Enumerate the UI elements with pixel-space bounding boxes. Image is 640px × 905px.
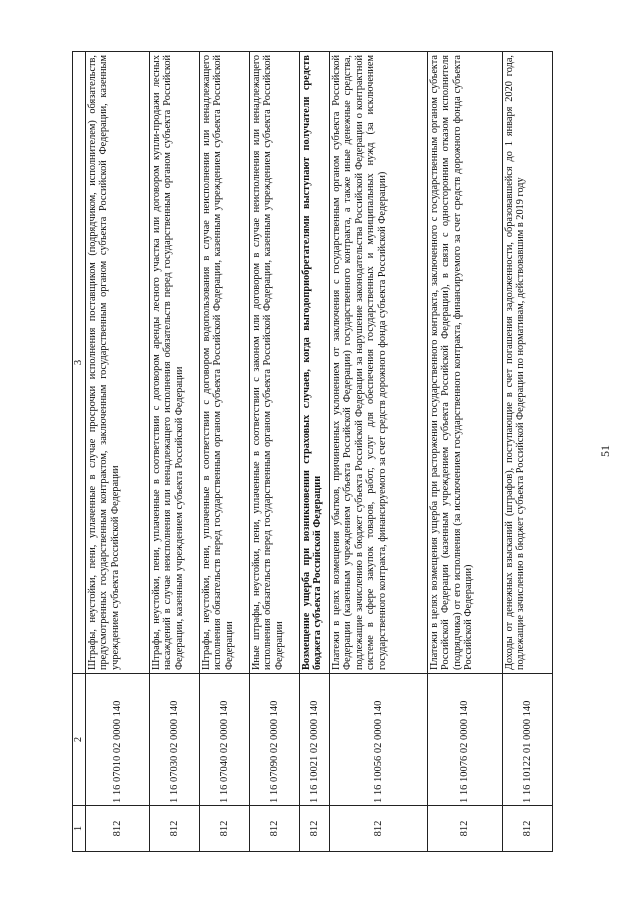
- revenue-name: Штрафы, неустойки, пени, уплаченные в соответствии с договором водопользования в случае неисполнения или ненадлежащего исполнения обязательств перед государственным органом субъекта Российской Федерации, казенным учреждением субъекта Российской Федерации: [200, 52, 250, 674]
- revenue-codes-table: [72, 51, 553, 852]
- admin-code: 812: [150, 806, 200, 852]
- budget-code: 1 16 10122 01 0000 140: [503, 674, 553, 806]
- admin-code: 812: [503, 806, 553, 852]
- admin-code: 812: [86, 806, 150, 852]
- revenue-name: Штрафы, неустойки, пени, уплаченные в случае просрочки исполнения поставщиком (подрядчиком, исполнителем) обязательств, предусмотренных государственным контрактом, заключенным государственным органом субъекта Российской Федерации, казенным учреждением субъекта Российской Федерации: [86, 52, 150, 674]
- admin-code: 812: [330, 806, 428, 852]
- budget-code: 1 16 07090 02 0000 140: [250, 674, 300, 806]
- header-col-3: 3: [73, 52, 86, 674]
- revenue-name: Платежи в целях возмещения убытков, причиненных уклонением от заключения с государственным органом субъекта Российской Федерации (казенным учреждением субъекта Российской Федерации) государственного контракта, а также иные денежные средства, подлежащие зачислению в бюджет субъекта Российской Федерации за нарушение законодательства Российской Федерации о контрактной системе в сфере закупок товаров, работ, услуг для обеспечения государственных и муниципальных нужд (за исключением государственного контракта, финансируемого за счет средств дорожного фонда субъекта Российской Федерации): [330, 52, 428, 674]
- budget-code: 1 16 07040 02 0000 140: [200, 674, 250, 806]
- admin-code: 812: [250, 806, 300, 852]
- revenue-name: Иные штрафы, неустойки, пени, уплаченные в соответствии с законом или договором в случае неисполнения или ненадлежащего исполнения обязательств перед государственным органом субъекта Российской Федерации, казенным учреждением субъекта Российской Федерации: [250, 52, 300, 674]
- table-row: [86, 52, 150, 852]
- budget-code: 1 16 10056 02 0000 140: [330, 674, 428, 806]
- admin-code: 812: [200, 806, 250, 852]
- admin-code: 812: [428, 806, 503, 852]
- rotated-page-content: [72, 52, 572, 852]
- revenue-name: Возмещение ущерба при возникновении страховых случаев, когда выгодоприобретателями выступают получатели средств бюджета субъекта Российской Федерации: [300, 52, 330, 674]
- table-header-row: [73, 52, 86, 852]
- revenue-name: Доходы от денежных взысканий (штрафов), поступающие в счет погашения задолженности, образовавшейся до 1 января 2020 года, подлежащие зачислению в бюджет субъекта Российской Федерации по нормативам, действовавшим в 2019 году: [503, 52, 553, 674]
- header-col-2: 2: [73, 674, 86, 806]
- admin-code: 812: [300, 806, 330, 852]
- table-row: [300, 52, 330, 852]
- budget-code: 1 16 10076 02 0000 140: [428, 674, 503, 806]
- table-row: [200, 52, 250, 852]
- header-col-1: 1: [73, 806, 86, 852]
- table-row: [250, 52, 300, 852]
- page-number: 51: [598, 445, 612, 457]
- revenue-name: Штрафы, неустойки, пени, уплаченные в соответствии с договором аренды лесного участка или договором купли-продажи лесных насаждений в случае неисполнения или ненадлежащего исполнения обязательств перед государственным органом субъекта Российской Федерации, казенным учреждением субъекта Российской Федерации: [150, 52, 200, 674]
- table-row: [330, 52, 428, 852]
- budget-code: 1 16 10021 02 0000 140: [300, 674, 330, 806]
- revenue-name: Платежи в целях возмещения ущерба при расторжении государственного контракта, заключенного с государственным органом субъекта Российской Федерации (казенным учреждением субъекта Российской Федерации), в связи с односторонним отказом исполнителя (подрядчика) от его исполнения (за исключением государственного контракта, финансируемого за счет средств дорожного фонда субъекта Российской Федерации): [428, 52, 503, 674]
- table-row: [150, 52, 200, 852]
- table-row: [503, 52, 553, 852]
- budget-code: 1 16 07010 02 0000 140: [86, 674, 150, 806]
- table-row: [428, 52, 503, 852]
- budget-code: 1 16 07030 02 0000 140: [150, 674, 200, 806]
